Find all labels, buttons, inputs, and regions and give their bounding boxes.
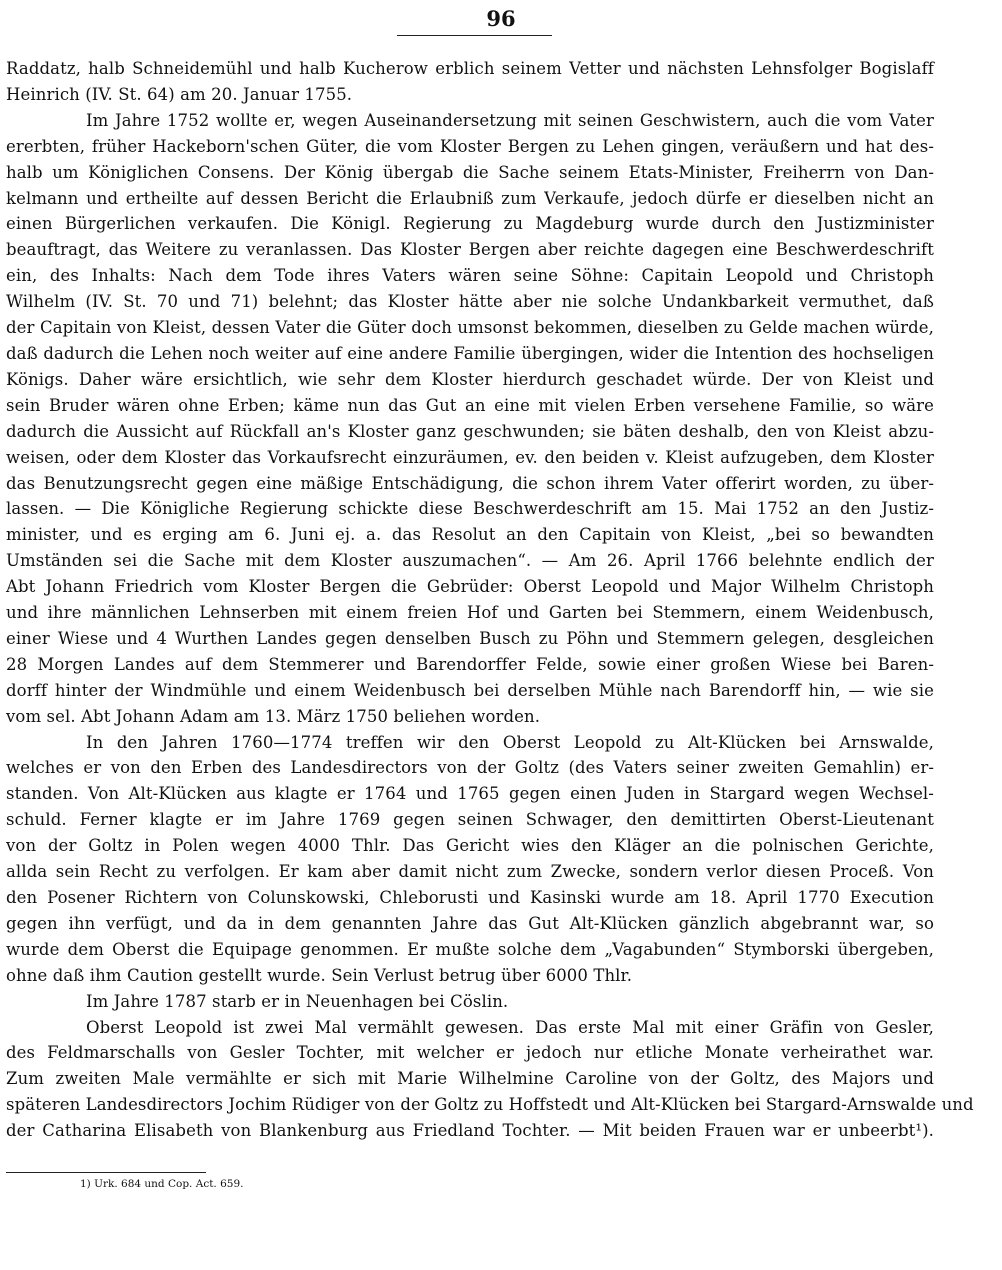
text-line: lassen. — Die Königliche Regierung schickte diese Beschwerdeschrift am 15. Mai 1752 an den Justiz- — [6, 499, 934, 519]
text-line: In den Jahren 1760—1774 treffen wir den Oberst Leopold zu Alt-Klücken bei Arnswalde, — [86, 732, 934, 752]
text-line: dadurch die Aussicht auf Rückfall an's Kloster ganz geschwunden; sie bäten deshalb, den von Kleist abzu- — [6, 421, 934, 441]
text-line: Raddatz, halb Schneidemühl und halb Kucherow erblich seinem Vetter und nächsten Lehnsfolger Bogislaff — [6, 59, 934, 78]
text-line: das Benutzungsrecht gegen eine mäßige Entschädigung, die schon ihrem Vater offerirt worden, zu über- — [6, 473, 934, 493]
page-number: 96 — [486, 6, 516, 31]
text-line: Wilhelm (IV. St. 70 und 71) belehnt; das Kloster hätte aber nie solche Undankbarkeit vermuthet, daß — [6, 292, 934, 312]
text-line: minister, und es erging am 6. Juni ej. a. das Resolut an den Capitain von Kleist, „bei so bewandten — [6, 525, 934, 545]
text-line: 28 Morgen Landes auf dem Stemmerer und Barendorffer Felde, sowie einer großen Wiese bei Baren- — [6, 654, 934, 674]
text-line: welches er von den Erben des Landesdirectors von der Goltz (des Vaters seiner zweiten Gemahlin) er- — [6, 758, 934, 778]
text-line: Oberst Leopold ist zwei Mal vermählt gewesen. Das erste Mal mit einer Gräfin von Gesler, — [86, 1017, 934, 1037]
text-line: standen. Von Alt-Klücken aus klagte er 1764 und 1765 gegen einen Juden in Stargard wegen Wechsel- — [6, 784, 934, 804]
text-line: des Feldmarschalls von Gesler Tochter, mit welcher er jedoch nur etliche Monate verheirathet war. — [6, 1043, 934, 1063]
text-line: Königs. Daher wäre ersichtlich, wie sehr dem Kloster hierdurch geschadet würde. Der von Kleist und — [6, 369, 934, 389]
text-line: Umständen sei die Sache mit dem Kloster auszumachen“. — Am 26. April 1766 belehnte endlich der — [6, 551, 934, 571]
text-line: ohne daß ihm Caution gestellt wurde. Sein Verlust betrug über 6000 Thlr. — [6, 965, 633, 985]
text-line: schuld. Ferner klagte er im Jahre 1769 gegen seinen Schwager, den demittirten Oberst-Lieutenant — [6, 810, 934, 830]
text-line: Abt Johann Friedrich vom Kloster Bergen die Gebrüder: Oberst Leopold und Major Wilhelm Christoph — [6, 577, 934, 597]
text-line: dorff hinter der Windmühle und einem Weidenbusch bei derselben Mühle nach Barendorff hin, — wie sie — [6, 680, 934, 700]
text-line: Im Jahre 1787 starb er in Neuenhagen bei Cöslin. — [86, 991, 509, 1011]
text-line: kelmann und ertheilte auf dessen Bericht die Erlaubniß zum Verkaufe, jedoch dürfe er dieselben nicht an — [6, 188, 934, 208]
text-line: Zum zweiten Male vermählte er sich mit Marie Wilhelmine Caroline von der Goltz, des Majors und — [6, 1069, 934, 1089]
text-line: wurde dem Oberst die Equipage genommen. Er mußte solche dem „Vagabunden“ Stymborski übergeben, — [6, 939, 934, 959]
text-line: gegen ihn verfügt, und da in dem genannten Jahre das Gut Alt-Klücken gänzlich abgebrannt war, so — [6, 913, 934, 933]
text-line: Heinrich (IV. St. 64) am 20. Januar 1755. — [6, 84, 353, 104]
text-line: späteren Landesdirectors Jochim Rüdiger von der Goltz zu Hoffstedt und Alt-Klücken bei Stargard-Arnswalde und — [6, 1095, 974, 1115]
text-line: und ihre männlichen Lehnserben mit einem freien Hof und Garten bei Stemmern, einem Weidenbusch, — [6, 603, 934, 623]
text-line: den Posener Richtern von Colunskowski, Chleborusti und Kasinski wurde am 18. April 1770 Execution — [6, 888, 934, 907]
text-line: einen Bürgerlichen verkaufen. Die Königl. Regierung zu Magdeburg wurde durch den Justizminister — [6, 214, 934, 234]
text-line: sein Bruder wären ohne Erben; käme nun das Gut an eine mit vielen Erben versehene Familie, so wäre — [6, 395, 934, 415]
text-line: weisen, oder dem Kloster das Vorkaufsrecht einzuräumen, ev. den beiden v. Kleist aufzugeben, dem Kloster — [6, 447, 934, 467]
body-text — [6, 56, 974, 1144]
footnote: 1) Urk. 684 und Cop. Act. 659. — [80, 1178, 244, 1190]
text-line: der Capitain von Kleist, dessen Vater die Güter doch umsonst bekommen, dieselben zu Gelde machen würde, — [6, 318, 934, 338]
text-line: ererbten, früher Hackeborn'schen Güter, die vom Kloster Bergen zu Lehen gingen, veräußern und hat des- — [6, 136, 934, 156]
text-line: vom sel. Abt Johann Adam am 13. März 1750 beliehen worden. — [6, 706, 541, 726]
text-line: von der Goltz in Polen wegen 4000 Thlr. Das Gericht wies den Kläger an die polnischen Gerichte, — [6, 836, 934, 856]
text-line: Im Jahre 1752 wollte er, wegen Auseinandersetzung mit seinen Geschwistern, auch die vom Vater — [86, 110, 934, 130]
text-line: einer Wiese und 4 Wurthen Landes gegen denselben Busch zu Pöhn und Stemmern gelegen, desgleichen — [6, 628, 934, 648]
footnote-rule — [6, 1172, 206, 1173]
text-line: beauftragt, das Weitere zu veranlassen. Das Kloster Bergen aber reichte dagegen eine Beschwerdeschrift — [6, 240, 934, 260]
text-line: halb um Königlichen Consens. Der König übergab die Sache seinem Etats-Minister, Freiherrn von Dan- — [6, 162, 934, 182]
text-line: allda sein Recht zu verfolgen. Er kam aber damit nicht zum Zwecke, sondern verlor diesen Proceß. Von — [6, 862, 934, 882]
text-line: ein, des Inhalts: Nach dem Tode ihres Vaters wären seine Söhne: Capitain Leopold und Christoph — [6, 266, 934, 286]
text-line: der Catharina Elisabeth von Blankenburg aus Friedland Tochter. — Mit beiden Frauen war er unbeerbt¹). — [6, 1121, 934, 1141]
text-line: daß dadurch die Lehen noch weiter auf eine andere Familie übergingen, wider die Intention des hochseligen — [6, 343, 934, 363]
header-rule — [397, 35, 552, 36]
